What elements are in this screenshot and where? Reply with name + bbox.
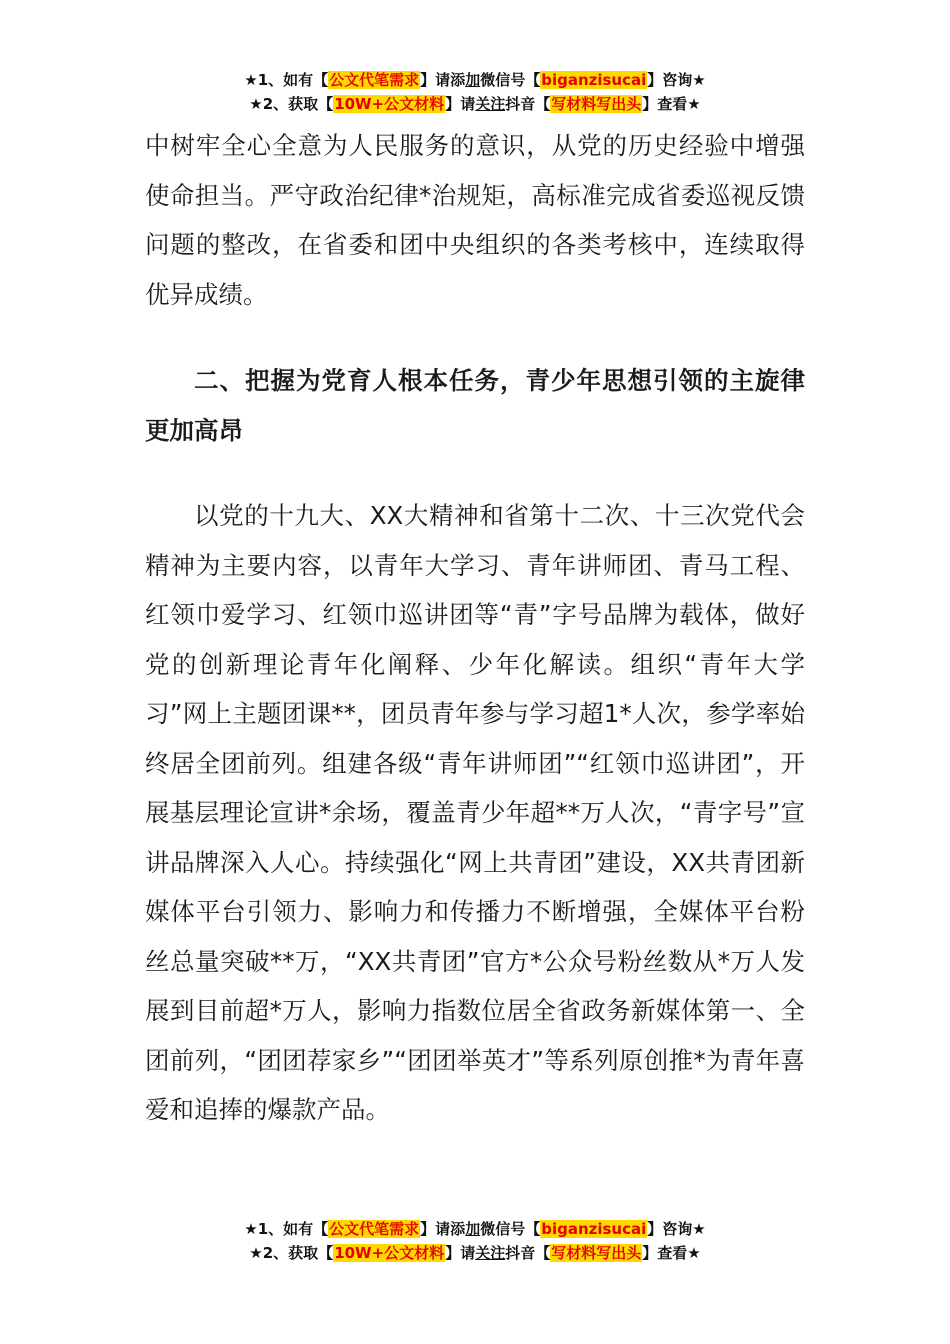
banner-underlined-text: 加 <box>465 71 481 89</box>
banner-text: 】请 <box>445 95 476 113</box>
banner-text: ★2、获取【 <box>249 95 334 113</box>
body-paragraph-2: 以党的十九大、XX大精神和省第十二次、十三次党代会精神为主要内容，以青年大学习、青年讲师团、青马工程、红领巾爱学习、红领巾巡讲团等“青”字号品牌为载体，做好党的创新理论青年化阐释、少年化解读。组织“青年大学习”网上主题团课**，团员青年参与学习超1*人次，参学率始终居全团前列。组建各级“青年讲师团”“红领巾巡讲团”，开展基层理论宣讲*余场，覆盖青少年超**万人次，“青字号”宣讲品牌深入人心。持续强化“网上共青团”建设，XX共青团新媒体平台引领力、影响力和传播力不断增强，全媒体平台粉丝总量突破**万，“XX共青团”官方*公众号粉丝数从*万人发展到目前超*万人，影响力指数位居全省政务新媒体第一、全团前列，“团团荐家乡”“团团举英才”等系列原创推*为青年喜爱和追捧的爆款产品。 <box>145 501 805 1124</box>
banner-text: 】查看★ <box>642 95 701 113</box>
banner-line-1 <box>0 1217 950 1241</box>
header-banner <box>0 68 950 116</box>
banner-line-2 <box>0 92 950 116</box>
banner-line-1 <box>0 68 950 92</box>
banner-underlined-text: 加 <box>465 1220 481 1238</box>
banner-text: 】咨询★ <box>647 1220 706 1238</box>
banner-highlight-service: 公文代笔需求 <box>329 71 420 89</box>
banner-highlight-douyin-account: 写材料写出头 <box>551 1244 642 1262</box>
footer-banner <box>0 1217 950 1265</box>
banner-text: 】请添 <box>420 71 466 89</box>
banner-highlight-materials: 10W+公文材料 <box>334 1244 445 1262</box>
banner-underlined-text: 关注 <box>475 95 506 113</box>
banner-text: 】请 <box>445 1244 476 1262</box>
banner-text: ★1、如有【 <box>244 71 329 89</box>
banner-text: ★1、如有【 <box>244 1220 329 1238</box>
banner-highlight-service: 公文代笔需求 <box>329 1220 420 1238</box>
banner-text: 微信号【 <box>480 71 541 89</box>
body-paragraph-1: 中树牢全心全意为人民服务的意识，从党的历史经验中增强使命担当。严守政治纪律*治规矩，高标准完成省委巡视反馈问题的整改，在省委和团中央组织的各类考核中，连续取得优异成绩。 <box>145 131 805 309</box>
banner-text: 】请添 <box>420 1220 466 1238</box>
banner-line-2 <box>0 1241 950 1265</box>
section-heading-2: 二、把握为党育人根本任务，青少年思想引领的主旋律更加高昂 <box>145 366 805 445</box>
banner-highlight-wechat-id: biganzisucai <box>541 1220 647 1238</box>
banner-underlined-text: 关注 <box>475 1244 506 1262</box>
banner-text: 抖音【 <box>505 1244 551 1262</box>
banner-highlight-wechat-id: biganzisucai <box>541 71 647 89</box>
banner-text: 】咨询★ <box>647 71 706 89</box>
banner-text: 抖音【 <box>505 95 551 113</box>
banner-text: ★2、获取【 <box>249 1244 334 1262</box>
banner-highlight-douyin-account: 写材料写出头 <box>551 95 642 113</box>
banner-highlight-materials: 10W+公文材料 <box>334 95 445 113</box>
banner-text: 】查看★ <box>642 1244 701 1262</box>
banner-text: 微信号【 <box>480 1220 541 1238</box>
